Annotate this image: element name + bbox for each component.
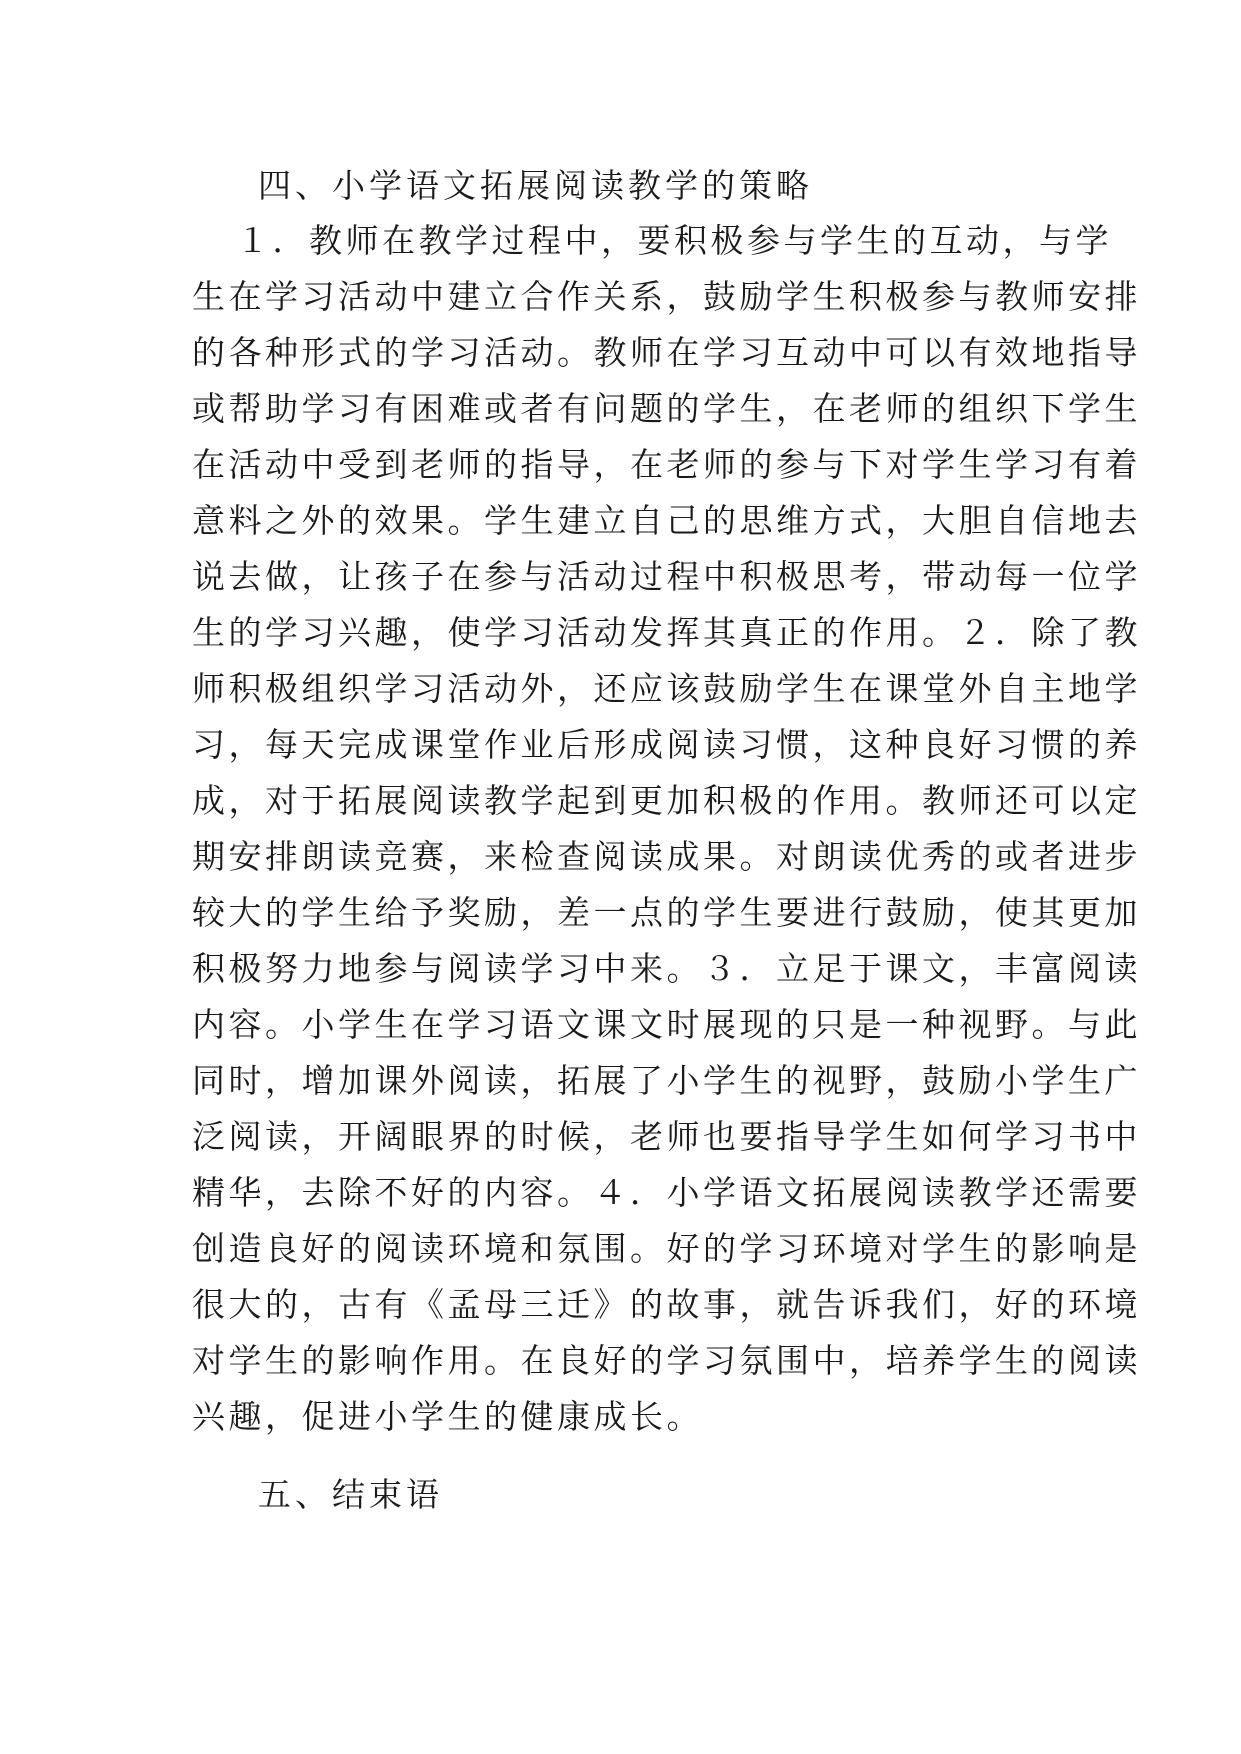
paragraph-line: 生在学习活动中建立合作关系，鼓励学生积极参与教师安排 xyxy=(192,277,1141,316)
paragraph-line: 很大的，古有《孟母三迁》的故事，就告诉我们，好的环境 xyxy=(192,1285,1141,1324)
paragraph-line: 对学生的影响作用。在良好的学习氛围中，培养学生的阅读 xyxy=(192,1341,1141,1380)
paragraph-line: 意料之外的效果。学生建立自己的思维方式，大胆自信地去 xyxy=(192,501,1141,540)
paragraph-line: 内容。小学生在学习语文课文时展现的只是一种视野。与此 xyxy=(192,1005,1141,1044)
paragraph-line: 期安排朗读竞赛，来检查阅读成果。对朗读优秀的或者进步 xyxy=(192,837,1141,876)
section-heading: 四、小学语文拓展阅读教学的策略 xyxy=(258,166,813,205)
section-heading: 五、结束语 xyxy=(258,1475,443,1514)
paragraph-line: 习，每天完成课堂作业后形成阅读习惯，这种良好习惯的养 xyxy=(192,725,1141,764)
paragraph-line: 泛阅读，开阔眼界的时候，老师也要指导学生如何学习书中 xyxy=(192,1117,1141,1156)
paragraph-line: 说去做，让孩子在参与活动过程中积极思考，带动每一位学 xyxy=(192,557,1141,596)
paragraph-line: 的各种形式的学习活动。教师在学习互动中可以有效地指导 xyxy=(192,333,1141,372)
paragraph-line: 积极努力地参与阅读学习中来。３．立足于课文，丰富阅读 xyxy=(192,949,1141,988)
paragraph-line: 师积极组织学习活动外，还应该鼓励学生在课堂外自主地学 xyxy=(192,669,1141,708)
paragraph-line: 同时，增加课外阅读，拓展了小学生的视野，鼓励小学生广 xyxy=(192,1061,1141,1100)
paragraph-line: 成，对于拓展阅读教学起到更加积极的作用。教师还可以定 xyxy=(192,781,1141,820)
paragraph-line: １．教师在教学过程中，要积极参与学生的互动，与学 xyxy=(236,221,1112,260)
paragraph-line: 在活动中受到老师的指导，在老师的参与下对学生学习有着 xyxy=(192,445,1141,484)
paragraph-line: 创造良好的阅读环境和氛围。好的学习环境对学生的影响是 xyxy=(192,1229,1141,1268)
paragraph-line: 或帮助学习有困难或者有问题的学生，在老师的组织下学生 xyxy=(192,389,1141,428)
paragraph-line: 较大的学生给予奖励，差一点的学生要进行鼓励，使其更加 xyxy=(192,893,1141,932)
paragraph-line: 兴趣，促进小学生的健康成长。 xyxy=(192,1397,703,1436)
paragraph-line: 生的学习兴趣，使学习活动发挥其真正的作用。２．除了教 xyxy=(192,613,1141,652)
paragraph-line: 精华，去除不好的内容。４．小学语文拓展阅读教学还需要 xyxy=(192,1173,1141,1212)
